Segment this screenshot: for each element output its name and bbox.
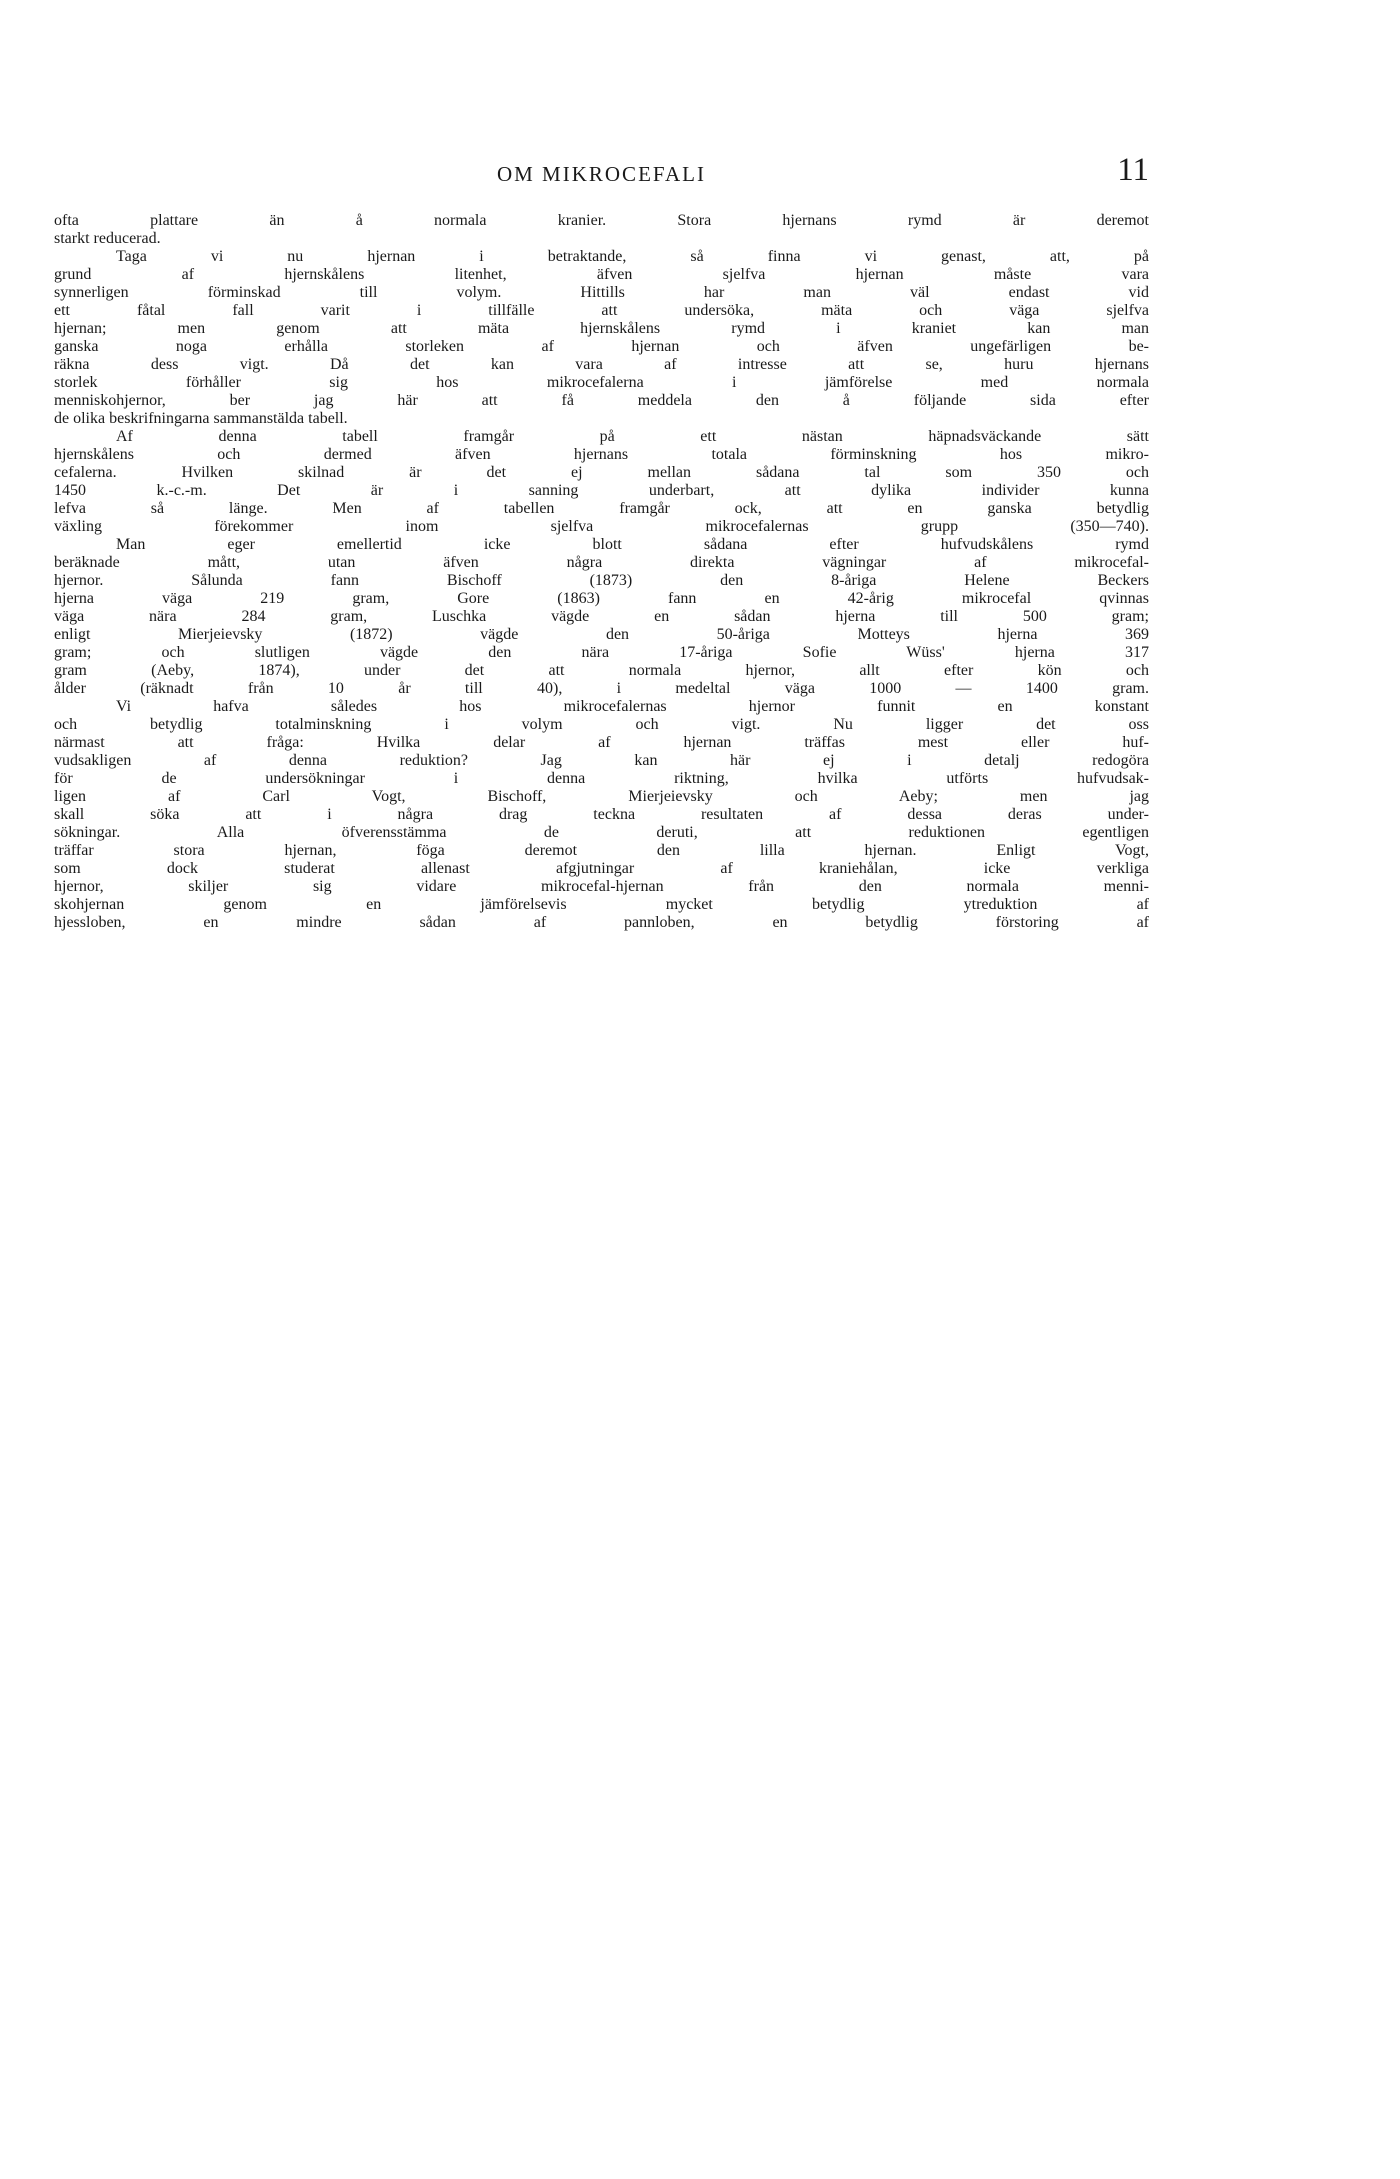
text-line: ålder (räknadt från 10 år till 40), i medeltal väga 1000 — 1400 gram.	[54, 680, 1149, 697]
text-line: hjernor. Sålunda fann Bischoff (1873) den 8-åriga Helene Beckers	[54, 572, 1149, 589]
text-line: synnerligen förminskad till volym. Hittills har man väl endast vid	[54, 284, 1149, 301]
text-line: träffar stora hjernan, föga deremot den lilla hjernan. Enligt Vogt,	[54, 842, 1149, 859]
text-line: växling förekommer inom sjelfva mikrocefalernas grupp (350—740).	[54, 518, 1149, 535]
text-line: hjernan; men genom att mäta hjernskålens rymd i kraniet kan man	[54, 320, 1149, 337]
text-line: och betydlig totalminskning i volym och vigt. Nu ligger det oss	[54, 716, 1149, 733]
text-line: vudsakligen af denna reduktion? Jag kan här ej i detalj redogöra	[54, 752, 1149, 769]
running-head	[54, 150, 1149, 190]
text-line: ligen af Carl Vogt, Bischoff, Mierjeievsky och Aeby; men jag	[54, 788, 1149, 805]
text-line: för de undersökningar i denna riktning, hvilka utförts hufvudsak-	[54, 770, 1149, 787]
page-number: 11	[1117, 152, 1149, 188]
text-line: lefva så länge. Men af tabellen framgår ock, att en ganska betydlig	[54, 500, 1149, 517]
text-line: beräknade mått, utan äfven några direkta vägningar af mikrocefal-	[54, 554, 1149, 571]
text-line: Man eger emellertid icke blott sådana efter hufvudskålens rymd	[116, 536, 1149, 553]
text-line: som dock studerat allenast afgjutningar af kraniehålan, icke verkliga	[54, 860, 1149, 877]
text-line: ganska noga erhålla storleken af hjernan och äfven ungefärligen be-	[54, 338, 1149, 355]
body-text	[54, 212, 1149, 932]
text-line: de olika beskrifningarna sammanstälda tabell.	[54, 410, 348, 427]
text-line: hjernor, skiljer sig vidare mikrocefal-hjernan från den normala menni-	[54, 878, 1149, 895]
text-line: Taga vi nu hjernan i betraktande, så finna vi genast, att, på	[116, 248, 1149, 265]
text-line: sökningar. Alla öfverensstämma de deruti, att reduktionen egentligen	[54, 824, 1149, 841]
text-line: skohjernan genom en jämförelsevis mycket betydlig ytreduktion af	[54, 896, 1149, 913]
text-line: hjernskålens och dermed äfven hjernans totala förminskning hos mikro-	[54, 446, 1149, 463]
text-line: storlek förhåller sig hos mikrocefalerna i jämförelse med normala	[54, 374, 1149, 391]
text-line: ofta plattare än å normala kranier. Stora hjernans rymd är deremot	[54, 212, 1149, 229]
text-line: Vi hafva således hos mikrocefalernas hjernor funnit en konstant	[116, 698, 1149, 715]
text-line: enligt Mierjeievsky (1872) vägde den 50-åriga Motteys hjerna 369	[54, 626, 1149, 643]
text-line: hjessloben, en mindre sådan af pannloben, en betydlig förstoring af	[54, 914, 1149, 931]
book-page	[54, 150, 1149, 932]
running-title: OM MIKROCEFALI	[496, 162, 707, 186]
text-line: gram (Aeby, 1874), under det att normala hjernor, allt efter kön och	[54, 662, 1149, 679]
text-line: hjerna väga 219 gram, Gore (1863) fann en 42-årig mikrocefal qvinnas	[54, 590, 1149, 607]
text-line: närmast att fråga: Hvilka delar af hjernan träffas mest eller huf-	[54, 734, 1149, 751]
text-line: Af denna tabell framgår på ett nästan häpnadsväckande sätt	[116, 428, 1149, 445]
text-line: ett fåtal fall varit i tillfälle att undersöka, mäta och väga sjelfva	[54, 302, 1149, 319]
text-line: cefalerna. Hvilken skilnad är det ej mellan sådana tal som 350 och	[54, 464, 1149, 481]
text-line: 1450 k.-c.-m. Det är i sanning underbart, att dylika individer kunna	[54, 482, 1149, 499]
text-line: väga nära 284 gram, Luschka vägde en sådan hjerna till 500 gram;	[54, 608, 1149, 625]
text-line: skall söka att i några drag teckna resultaten af dessa deras under-	[54, 806, 1149, 823]
text-line: räkna dess vigt. Då det kan vara af intresse att se, huru hjernans	[54, 356, 1149, 373]
text-line: grund af hjernskålens litenhet, äfven sjelfva hjernan måste vara	[54, 266, 1149, 283]
text-line: menniskohjernor, ber jag här att få meddela den å följande sida efter	[54, 392, 1149, 409]
text-line: gram; och slutligen vägde den nära 17-åriga Sofie Wüss' hjerna 317	[54, 644, 1149, 661]
text-line: starkt reducerad.	[54, 230, 161, 247]
